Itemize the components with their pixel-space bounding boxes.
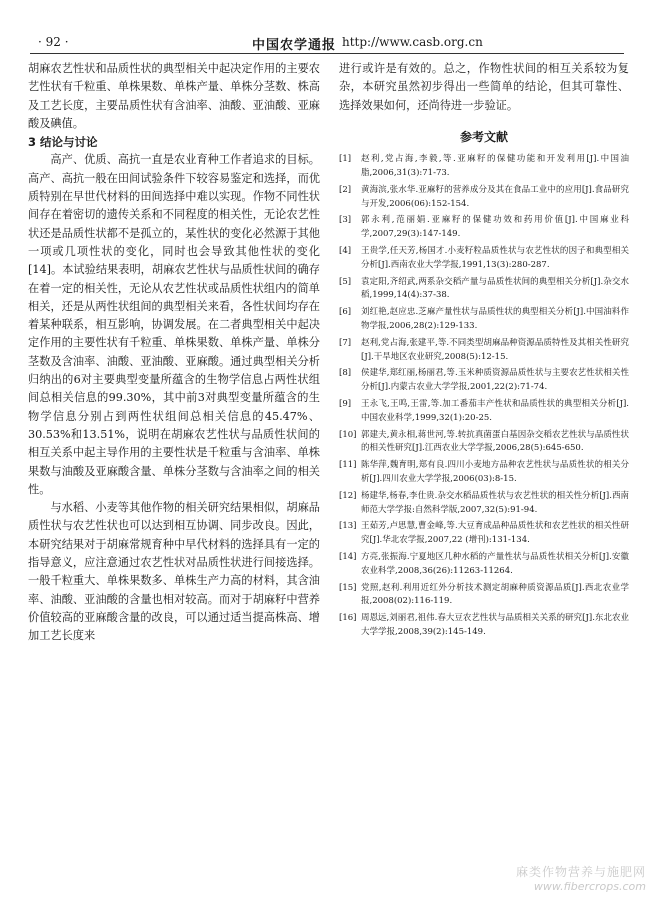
reference-text: 方亮,张振海.宁夏地区几种水稻的产量性状与品质性状相关分析[J].安徽农业科学,2008,36(26):11263-11264. xyxy=(361,551,629,576)
reference-text: 赵利,党占海,张建平,等.不同类型胡麻品种资源品质特性及其相关性研究[J].干旱地区农业研究,2008(5):12-15. xyxy=(361,337,629,362)
reference-number: [13] xyxy=(339,521,357,532)
reference-text: 党照,赵利.利用近红外分析技术测定胡麻种质资源品质[J].西北农业学报,2008(02):116-119. xyxy=(361,582,629,607)
reference-text: 杨建华,杨春,李仕贵.杂交水稻品质性状与农艺性状的相关性分析[J].西南师范大学学报:自然科学版,2007,32(5):91-94. xyxy=(361,490,629,515)
reference-item xyxy=(339,306,629,334)
discussion-paragraph-1: 高产、优质、高抗一直是农业育种工作者追求的目标。高产、高抗一般在田间试验条件下较容易鉴定和选择，而优质特别在早世代材料的田间选择中难以实现。作物不同性状间存在着密切的遗传关系和不同程度的相关性，无论农艺性状还是品质性状都不是孤立的，某性状的变化必然源于其他一项或几项性状的变化，同时也会导致其他性状的变化[14]。本试验结果表明，胡麻农艺性状与品质性状间的确存在着一定的相关性，无论从农艺性状或品质性状组内的简单相关，还是从两性状组间的典型相关来看，各性状间均存在着某种联系，相互影响，协调发展。在二者典型相关中起决定作用的主要性状有千粒重、单株果数、单株产量、单株分茎数及含油率、油酸、亚油酸、亚麻酸。通过典型相关分析归纳出的6对主要典型变量所蕴含的生物学信息占两性状组间总相关信息的99.30%，其中前3对典型变量所蕴含的生物学信息分别占到两性状组间总相关信息的45.47%、30.53%和13.51%，说明在胡麻农艺性状与品质性状间的相互关系中起主导作用的主要性状是千粒重与含油率、单株果数与油酸及亚麻酸含量、单株分茎数与含油率之间的相关性。 xyxy=(28,153,320,496)
reference-text: 袁定阳,齐绍武,两系杂交稻产量与品质性状间的典型相关分析[J].杂交水稻,1999,14(4):37-38. xyxy=(361,276,629,301)
reference-number: [8] xyxy=(339,368,352,379)
journal-name: 中国农学通报 xyxy=(252,38,337,53)
reference-text: 赵利,党占海,李毅,等.亚麻籽的保健功能和开发利用[J].中国油脂,2006,31(3):71-73. xyxy=(361,154,629,178)
reference-text: 王茹芳,卢思慧,曹金峰,等.大豆育成品种品质性状和农艺性状的相关性研究[J].华北农学报,2007,22 (增刊):131-134. xyxy=(361,521,629,546)
reference-number: [5] xyxy=(339,276,352,287)
reference-item xyxy=(339,153,629,181)
reference-text: 周恩远,刘丽君,祖伟.春大豆农艺性状与品质相关关系的研究[J].东北农业大学学报,2008,39(2):145-149. xyxy=(361,613,629,637)
journal-url[interactable]: http://www.casb.org.cn xyxy=(342,35,483,49)
watermark-url: www.fibercrops.com xyxy=(533,880,646,893)
reference-item xyxy=(339,337,629,365)
reference-text: 郭永利,范丽娟.亚麻籽的保健功效和药用价值[J].中国麻业科学,2007,29(3):147-149. xyxy=(361,215,629,240)
intro-paragraph: 胡麻农艺性状和品质性状的典型相关中起决定作用的主要农艺性状有千粒重、单株果数、单株产量、单株分茎数、株高及工艺长度，主要品质性状有含油率、油酸、亚油酸、亚麻酸及碘值。 xyxy=(28,62,320,130)
reference-number: [14] xyxy=(339,551,357,562)
right-column xyxy=(339,60,629,643)
reference-number: [11] xyxy=(339,460,357,471)
reference-text: 黄海滨,张水华.亚麻籽的营养成分及其在食品工业中的应用[J].食品研究与开发,2006(06):152-154. xyxy=(361,184,629,209)
reference-number: [15] xyxy=(339,582,357,593)
reference-item xyxy=(339,276,629,304)
reference-number: [12] xyxy=(339,490,357,501)
reference-number: [4] xyxy=(339,245,352,256)
reference-text: 王贵学,任天芳,杨国才.小麦籽粒品质性状与农艺性状的因子和典型相关分析[J].西南农业大学学报,1991,13(3):280-287. xyxy=(361,245,629,270)
left-column xyxy=(28,60,320,646)
reference-number: [16] xyxy=(339,613,357,624)
reference-item xyxy=(339,245,629,273)
reference-item xyxy=(339,582,629,610)
continuation-paragraph: 进行或许是有效的。总之，作物性状间的相互关系较为复杂，本研究虽然初步得出一些简单的结论，但其可靠性、选择效果如何，还尚待进一步验证。 xyxy=(339,62,629,112)
discussion-paragraph-2: 与水稻、小麦等其他作物的相关研究结果相似，胡麻品质性状与农艺性状也可以达到相互协调、同步改良。因此，本研究结果对于胡麻常规育种中早代材料的选择具有一定的指导意义，应注意通过农艺性状对品质性状进行间接选择。一般千粒重大、单株果数多、单株生产力高的材料，其含油率、油酸、亚油酸的含量也相对较高。而对于胡麻籽中营养价值较高的亚麻酸含量的改良，可以通过适当提高株高、增加工艺长度来 xyxy=(28,501,320,643)
reference-item xyxy=(339,490,629,518)
reference-item xyxy=(339,551,629,579)
reference-item xyxy=(339,398,629,426)
reference-item xyxy=(339,184,629,212)
reference-item xyxy=(339,459,629,487)
reference-text: 郭建夫,黄永相,蒋世河,等.转抗真菌蛋白基因杂交稻农艺性状与品质性状的相关性研究[J].江西农业大学学报,2006,28(5):645-650. xyxy=(361,429,629,454)
reference-number: [9] xyxy=(339,398,352,409)
page-number: · 92 · xyxy=(38,35,69,49)
reference-number: [3] xyxy=(339,215,352,226)
reference-number: [2] xyxy=(339,184,352,195)
page-header xyxy=(30,33,624,54)
reference-text: 王永飞,王鸣,王雷,等.加工番茄丰产性状和品质性状的典型相关分析[J].中国农业科学,1999,32(1):20-25. xyxy=(361,398,629,423)
watermark xyxy=(516,863,646,893)
references-list xyxy=(339,153,629,640)
watermark-site-name: 麻类作物营养与施肥网 xyxy=(515,865,646,879)
references-title: 参考文献 xyxy=(459,129,508,144)
reference-item xyxy=(339,429,629,457)
reference-number: [10] xyxy=(339,429,357,440)
reference-number: [1] xyxy=(339,154,352,165)
reference-item xyxy=(339,612,629,640)
reference-number: [7] xyxy=(339,337,352,348)
reference-item xyxy=(339,214,629,242)
section-heading: 3 结论与讨论 xyxy=(28,135,98,150)
reference-text: 刘红艳,赵应忠.芝麻产量性状与品质性状的典型相关分析[J].中国油料作物学报,2006,28(2):129-133. xyxy=(361,307,629,331)
reference-text: 陈华萍,魏育明,郑有良.四川小麦地方品种农艺性状与品质性状的相关分析[J].四川农业大学学报,2006(03):8-15. xyxy=(361,460,629,484)
reference-number: [6] xyxy=(339,307,352,318)
reference-item xyxy=(339,520,629,548)
reference-item xyxy=(339,367,629,395)
reference-text: 侯建华,郑红丽,杨丽君,等.玉米种质资源品质性状与主要农艺性状相关性分析[J].内蒙古农业大学学报,2001,22(2):71-74. xyxy=(361,368,629,393)
